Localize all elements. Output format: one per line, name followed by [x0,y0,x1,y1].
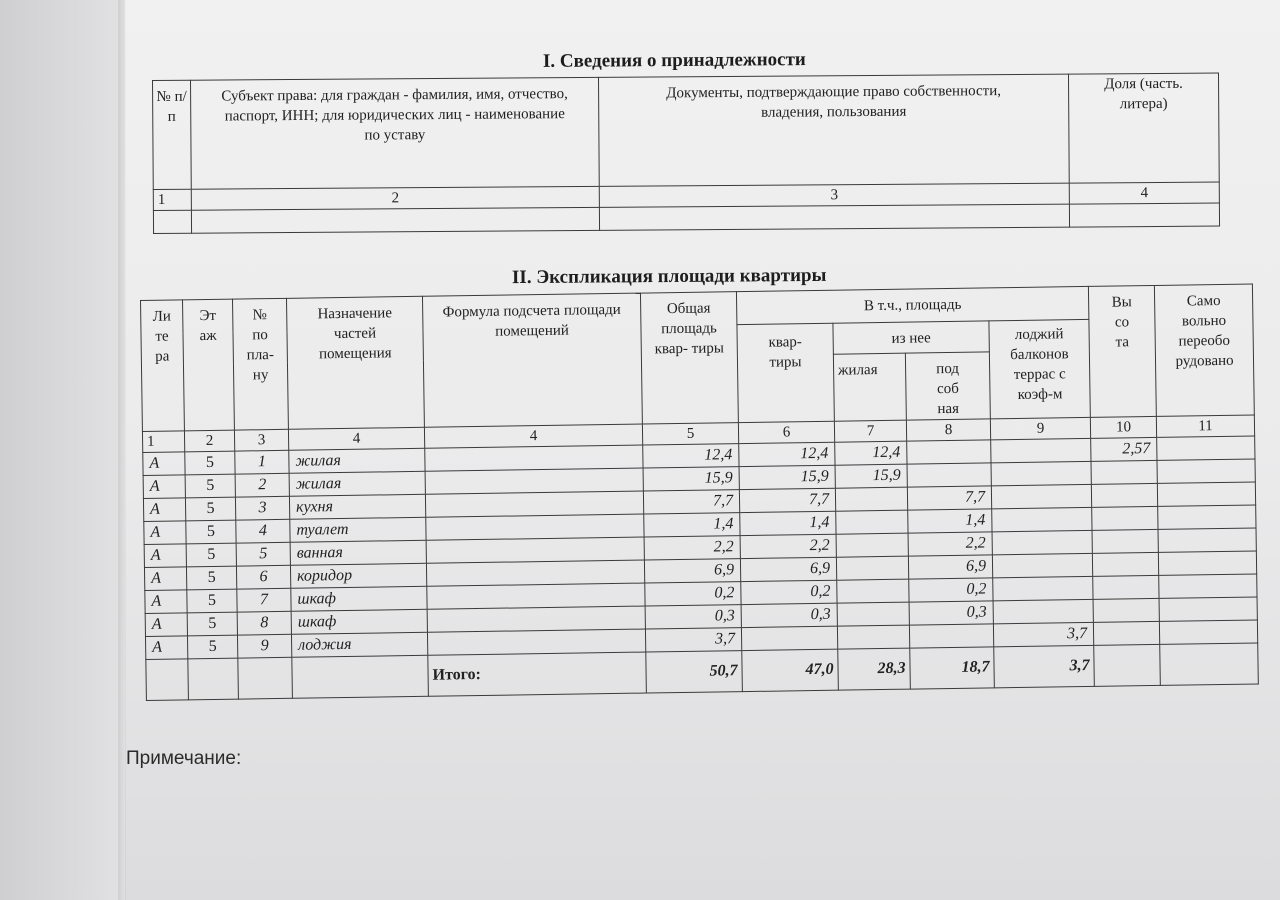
header-living: жилая [833,353,906,421]
header-floor: Эт аж [183,299,235,431]
cell-loggia: 3,7 [993,622,1093,646]
cell-litera: А [143,498,185,522]
totals-apt: 47,0 [742,649,839,691]
empty-cell [292,655,429,698]
cell-floor: 5 [187,589,237,613]
colnum: 2 [184,430,234,452]
colnum: 4 [1069,182,1219,204]
colnum: 3 [234,429,288,451]
cell-num: 9 [237,634,291,658]
header-height: Вы со та [1088,285,1156,417]
header-unauthorized: Само вольно переобо рудовано [1154,284,1254,416]
cell-aux [907,440,991,464]
cell-apt [741,626,837,650]
colnum: 9 [990,417,1090,439]
cell-height [1091,483,1157,507]
cell-total: 1,4 [644,513,740,537]
cell-apt: 12,4 [739,442,835,466]
cell-living: 15,9 [835,464,907,488]
header-auxiliary: под соб ная [905,352,990,420]
header-num: № п/п [153,80,192,189]
cell-num: 2 [235,473,289,497]
empty-cell [188,658,239,700]
cell-living [836,533,908,557]
empty-cell [599,204,1069,230]
totals-total: 50,7 [646,651,743,693]
cell-loggia [992,553,1092,577]
cell-total: 12,4 [643,444,739,468]
cell-unauthorized [1158,528,1256,552]
cell-name: шкаф [291,609,427,634]
header-subject: Субъект права: для граждан - фамилия, имя, отчество, паспорт, ИНН; для юридических лиц - наименование по уставу [191,77,600,189]
cell-aux [909,624,993,648]
cell-name: жилая [289,471,425,496]
cell-formula [427,629,645,655]
colnum: 10 [1090,416,1156,438]
cell-name: кухня [289,494,425,519]
section-2-title: II. Экспликация площади квартиры [511,264,827,289]
previous-page-shadow [0,0,125,900]
header-documents: Документы, подтверждающие право собственности, владения, пользования [598,74,1069,186]
cell-formula [425,468,643,494]
cell-name: туалет [290,517,426,542]
explication-table [140,283,1259,700]
cell-living: 12,4 [835,441,907,465]
empty-cell [1069,203,1219,227]
header-of-which: из нее [833,321,989,354]
cell-floor: 5 [185,451,235,475]
totals-label: Итого: [428,652,647,696]
cell-formula [427,583,645,609]
cell-floor: 5 [185,474,235,498]
cell-living [836,556,908,580]
cell-apt: 1,4 [740,511,836,535]
totals-living: 28,3 [838,648,911,690]
header-apartments: квар- тиры [737,323,834,422]
cell-formula [426,560,644,586]
cell-apt: 7,7 [739,488,835,512]
cell-height [1092,506,1158,530]
colnum: 2 [191,186,599,210]
colnum: 4 [424,424,642,448]
cell-litera: А [144,521,186,545]
colnum: 5 [642,423,738,445]
empty-cell [238,657,293,699]
cell-height [1091,460,1157,484]
cell-living [837,579,909,603]
cell-litera: А [143,452,185,476]
cell-total: 3,7 [645,628,741,652]
cell-loggia [992,530,1092,554]
cell-aux: 7,7 [907,486,991,510]
cell-aux: 0,2 [909,578,993,602]
empty-cell [153,210,191,233]
cell-aux: 6,9 [908,555,992,579]
colnum: 8 [906,419,990,441]
cell-name: ванная [290,540,426,565]
colnum: 1 [142,431,184,453]
cell-total: 6,9 [644,559,740,583]
colnum: 3 [599,183,1069,207]
cell-unauthorized [1159,597,1257,621]
cell-height [1092,552,1158,576]
cell-apt: 15,9 [739,465,835,489]
cell-litera: А [144,567,186,591]
cell-total: 7,7 [643,490,739,514]
cell-floor: 5 [185,497,235,521]
cell-height: 2,57 [1091,437,1157,461]
cell-formula [426,537,644,563]
cell-formula [425,445,643,471]
section-1-title: I. Сведения о принадлежности [542,49,806,72]
cell-height [1093,621,1159,645]
cell-unauthorized [1159,620,1257,644]
cell-aux: 0,3 [909,601,993,625]
cell-litera: А [143,475,185,499]
cell-floor: 5 [187,635,237,659]
cell-living [835,487,907,511]
cell-total: 2,2 [644,536,740,560]
cell-floor: 5 [186,543,236,567]
cell-living [836,510,908,534]
colnum: 1 [153,189,191,210]
cell-litera: А [145,613,187,637]
cell-unauthorized [1158,505,1256,529]
cell-name: лоджия [291,632,427,657]
cell-num: 3 [235,496,289,520]
cell-loggia [991,484,1091,508]
cell-unauthorized [1158,551,1256,575]
colnum: 4 [288,427,424,450]
cell-floor: 5 [186,520,236,544]
cell-living [837,625,909,649]
colnum: 6 [738,421,834,443]
empty-cell [1094,644,1161,686]
colnum: 7 [834,420,906,442]
cell-litera: А [145,590,187,614]
ownership-table [152,73,1220,234]
cell-num: 6 [236,565,290,589]
cell-num: 8 [237,611,291,635]
cell-name: жилая [289,448,425,473]
ownership-header-row [153,73,1220,189]
cell-unauthorized [1159,574,1257,598]
header-total-area: Общая площадь квар- тиры [640,292,738,424]
cell-name: шкаф [291,586,427,611]
cell-litera: А [145,636,187,660]
empty-cell [146,659,189,701]
page-fold-edge [118,0,126,900]
cell-aux: 2,2 [908,532,992,556]
header-formula: Формула подсчета площади помещений [422,293,642,427]
cell-loggia [991,461,1091,485]
cell-unauthorized [1157,436,1255,460]
cell-total: 0,3 [645,605,741,629]
cell-num: 4 [236,519,290,543]
cell-living [837,602,909,626]
cell-num: 5 [236,542,290,566]
cell-formula [427,606,645,632]
cell-height [1092,529,1158,553]
cell-apt: 6,9 [740,557,836,581]
header-loggias: лоджий балконов террас с коэф-м [989,319,1090,418]
cell-name: коридор [290,563,426,588]
cell-height [1093,575,1159,599]
header-purpose: Назначение частей помещения [286,296,424,429]
cell-formula [425,491,643,517]
cell-num: 1 [235,450,289,474]
cell-apt: 0,3 [741,603,837,627]
cell-total: 0,2 [645,582,741,606]
cell-apt: 0,2 [741,580,837,604]
empty-cell [191,207,599,233]
cell-loggia [991,438,1091,462]
empty-cell [1160,643,1259,685]
cell-unauthorized [1157,459,1255,483]
note-label: Примечание: [126,748,242,769]
cell-floor: 5 [186,566,236,590]
cell-aux [907,463,991,487]
totals-aux: 18,7 [910,647,995,689]
cell-apt: 2,2 [740,534,836,558]
cell-litera: А [144,544,186,568]
colnum: 11 [1156,415,1254,437]
totals-loggia: 3,7 [994,645,1095,687]
header-litera: Ли те ра [141,300,185,432]
cell-num: 7 [237,588,291,612]
header-incl-area: В т.ч., площадь [736,286,1088,324]
cell-total: 15,9 [643,467,739,491]
header-share: Доля (часть. литера) [1068,73,1219,183]
cell-height [1093,598,1159,622]
cell-loggia [993,576,1093,600]
header-plan-num: № по пла- ну [232,298,288,430]
cell-loggia [992,507,1092,531]
cell-floor: 5 [187,612,237,636]
cell-formula [426,514,644,540]
cell-loggia [993,599,1093,623]
cell-unauthorized [1157,482,1255,506]
cell-aux: 1,4 [908,509,992,533]
